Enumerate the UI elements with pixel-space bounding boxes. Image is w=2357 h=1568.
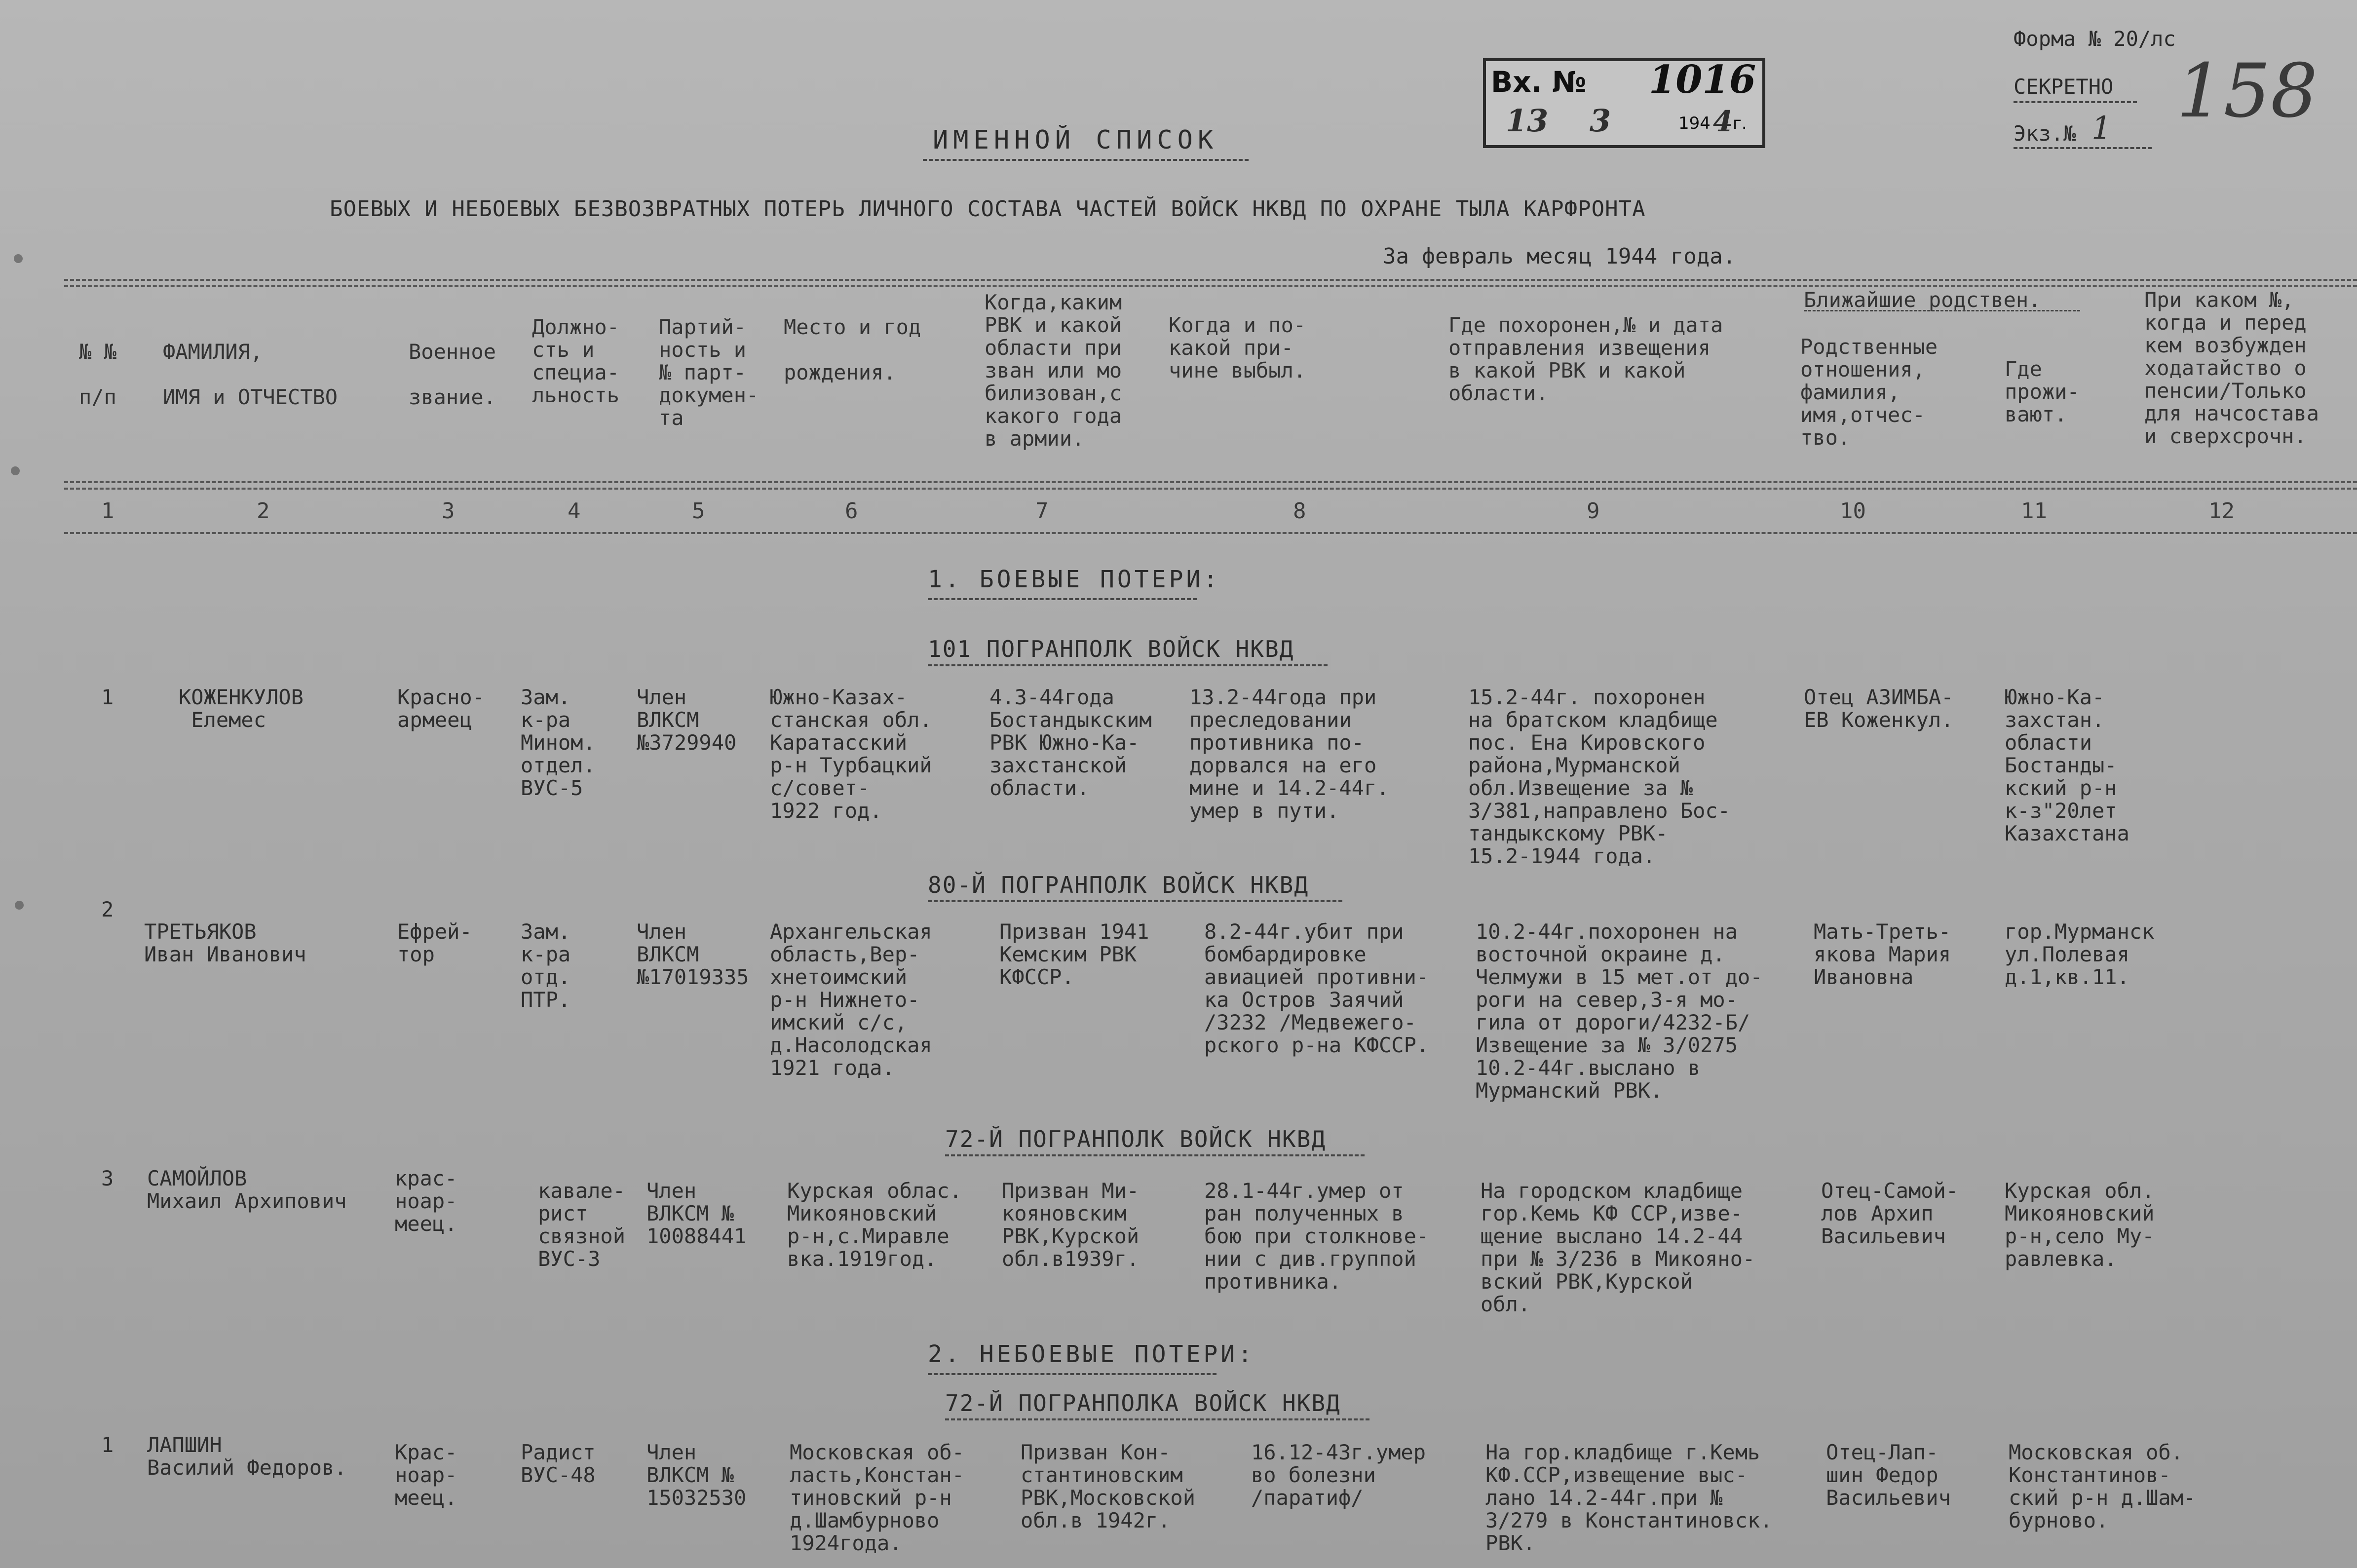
residence: Курская обл. Микояновский р-н,село Му- равлевка. [2005, 1179, 2155, 1271]
relative: Отец-Лап- шин Федор Васильевич [1826, 1440, 1951, 1510]
row-number: 2 [101, 897, 114, 921]
col-header-called: Когда,каким РВК и какой области при зван или мо билизован,с какого года в армии. [985, 290, 1122, 451]
person-name: САМОЙЛОВ Михаил Архипович [147, 1166, 347, 1213]
col-number: 12 [2208, 498, 2235, 524]
burial-notice: 10.2-44г.похоронен на восточной окраине д. Челмужи в 15 мет.от до- роги на север,3-я мо- гила от дороги/4232-Б/ Извещение за № 3/0275 10.2-44г.выслано в Мурманский РВК. [1476, 919, 1763, 1103]
conscription: 4.3-44года Бостандыкским РВК Южно-Ка- захстанской области. [989, 685, 1152, 800]
unit-heading: 80-Й ПОГРАНПОЛК ВОЙСК НКВД [928, 872, 1309, 898]
secret-label: СЕКРЕТНО [2014, 75, 2114, 99]
col-number: 10 [1840, 498, 1866, 524]
section-underline [928, 598, 1197, 600]
military-rank: Красно- армеец [397, 685, 485, 732]
col-header-relative: Родственные отношения, фамилия, имя,отчес- тво. [1800, 335, 1938, 450]
relative: Мать-Треть- якова Мария Ивановна [1814, 919, 1951, 989]
conscription: Призван Ми- кояновским РВК,Курской обл.в1939г. [1002, 1179, 1140, 1271]
col-header-birth: Место и год рождения. [784, 315, 921, 384]
conscription: Призван 1941 Кемским РВК КФССР. [999, 919, 1149, 989]
party-membership: Член ВЛКСМ №17019335 [637, 919, 749, 989]
unit-underline [945, 1154, 1365, 1156]
relative: Отец-Самой- лов Архип Васильевич [1821, 1179, 1959, 1248]
col-header-residence: Где прожи- вают. [2005, 357, 2080, 426]
col-number: 2 [257, 498, 270, 524]
secret-underline [2014, 101, 2137, 103]
person-name: ТРЕТЬЯКОВ Иван Иванович [144, 919, 306, 966]
col-number: 1 [101, 498, 114, 524]
col-header-number: № № п/п [79, 340, 116, 409]
row-number: 1 [101, 685, 114, 709]
section-heading-combat: 1. БОЕВЫЕ ПОТЕРИ: [928, 566, 1221, 593]
col-number: 4 [568, 498, 581, 524]
copy-label: Экз.№ [2014, 121, 2076, 146]
document-title: ИМЕННОЙ СПИСОК [933, 125, 1218, 155]
position: кавале- рист связной ВУС-3 [538, 1179, 626, 1271]
residence: гор.Мурманск ул.Полевая д.1,кв.11. [2005, 919, 2155, 989]
col-number: 8 [1293, 498, 1306, 524]
header-rule-bottom [64, 532, 2357, 534]
col-header-position: Должно- сть и специа- льность [532, 315, 620, 407]
military-rank: Ефрей- тор [397, 919, 472, 966]
col-number: 6 [845, 498, 858, 524]
burial-notice: 15.2-44г. похоронен на братском кладбище пос. Ена Кировского района,Мурманской обл.Извещение за № 3/381,направлено Бос- тандыкскому РВК- 15.2-1944 года. [1468, 685, 1731, 868]
relative: Отец АЗИМБА- ЕВ Коженкул. [1804, 685, 1954, 732]
birth-place-year: Архангельская область,Вер- хнетоимский р-н Нижнето- имский с/с, д.Насолодская 1921 года. [770, 919, 932, 1080]
row-number: 1 [101, 1433, 114, 1457]
unit-heading: 72-Й ПОГРАНПОЛК ВОЙСК НКВД [945, 1126, 1327, 1152]
unit-heading: 72-Й ПОГРАНПОЛКА ВОЙСК НКВД [945, 1390, 1341, 1416]
col-number: 11 [2021, 498, 2047, 524]
birth-place-year: Московская об- ласть,Констан- тиновский р-н д.Шамбурново 1924года. [790, 1440, 965, 1555]
stamp-number: 1016 [1649, 57, 1756, 102]
party-membership: Член ВЛКСМ № 10088441 [646, 1179, 747, 1248]
person-name: ЛАПШИН Василий Федоров. [147, 1433, 347, 1480]
conscription: Призван Кон- стантиновским РВК,Московской обл.в 1942г. [1021, 1440, 1196, 1532]
birth-place-year: Южно-Казах- станская обл. Каратасский р-н Турбацкий с/совет- 1922 год. [770, 685, 932, 823]
punch-hole [15, 901, 24, 910]
relatives-group-header: Ближайшие родствен. [1804, 288, 2041, 312]
stamp-year-suffix: г. [1733, 114, 1747, 133]
col-header-pension: При каком №, когда и перед кем возбужден ходатайство о пенсии/Только для начсостава и сверхсрочн. [2144, 288, 2319, 448]
stamp-prefix: Вх. № [1491, 65, 1587, 99]
position: Зам. к-ра Мином. отдел. ВУС-5 [521, 685, 596, 800]
header-rule-top [64, 285, 2357, 287]
col-number: 5 [692, 498, 705, 524]
unit-underline [928, 664, 1328, 666]
copy-number: 1 [2091, 110, 2112, 147]
relatives-group-underline [1804, 310, 2080, 311]
col-header-party: Партий- ность и № парт- докумен- та [659, 315, 759, 430]
col-number: 9 [1587, 498, 1600, 524]
loss-reason: 28.1-44г.умер от ран полученных в бою при столкнове- нии с див.группой противника. [1204, 1179, 1429, 1294]
title-underline [923, 159, 1249, 161]
stamp-month: 3 [1590, 103, 1611, 139]
document-subtitle: БОЕВЫХ И НЕБОЕВЫХ БЕЗВОЗВРАТНЫХ ПОТЕРЬ ЛИЧНОГО СОСТАВА ЧАСТЕЙ ВОЙСК НКВД ПО ОХРАНЕ ТЫЛА КАРФРОНТА [330, 196, 1646, 222]
burial-notice: На гор.кладбище г.Кемь КФ.ССР,извещение выс- лано 14.2-44г.при № 3/279 в Константиновск. РВК. [1485, 1440, 1773, 1555]
stamp-day: 13 [1506, 103, 1549, 139]
unit-underline [928, 900, 1342, 902]
header-rule-mid [64, 488, 2357, 490]
position: Радист ВУС-48 [521, 1440, 596, 1487]
loss-reason: 16.12-43г.умер во болезни /паратиф/ [1251, 1440, 1426, 1510]
sheet-number-handwritten: 158 [2176, 48, 2318, 134]
burial-notice: На городском кладбище гор.Кемь КФ ССР,изве- щение выслано 14.2-44 при № 3/236 в Микояно- вский РВК,Курской обл. [1481, 1179, 1755, 1316]
registration-stamp [1483, 58, 1765, 148]
col-number: 7 [1035, 498, 1049, 524]
military-rank: Крас- ноар- меец. [395, 1440, 457, 1510]
residence: Московская об. Константинов- ский р-н д.Шам- бурново. [2009, 1440, 2196, 1532]
form-number: Форма № 20/лс [2014, 27, 2176, 51]
col-header-buried: Где похоронен,№ и дата отправления извещения в какой РВК и какой области. [1448, 313, 1723, 405]
col-number: 3 [442, 498, 455, 524]
col-header-rank: Военное звание. [409, 340, 496, 409]
header-rule-top [64, 279, 2357, 281]
party-membership: Член ВЛКСМ №3729940 [637, 685, 737, 755]
position: Зам. к-ра отд. ПТР. [521, 919, 571, 1012]
party-membership: Член ВЛКСМ № 15032530 [646, 1440, 747, 1510]
loss-reason: 13.2-44года при преследовании противника по- дорвался на его мине и 14.2-44г. умер в пути. [1189, 685, 1389, 823]
stamp-year-handwritten: 4 [1713, 105, 1733, 138]
unit-underline [945, 1418, 1369, 1420]
birth-place-year: Курская облас. Микояновский р-н,с.Миравле вка.1919год. [787, 1179, 962, 1271]
section-heading-noncombat: 2. НЕБОЕВЫЕ ПОТЕРИ: [928, 1340, 1255, 1368]
report-period: За февраль месяц 1944 года. [1383, 244, 1736, 269]
col-header-reason: Когда и по- какой при- чине выбыл. [1169, 313, 1306, 382]
residence: Южно-Ка- захстан. области Бостанды- кский р-н к-з"20лет Казахстана [2005, 685, 2129, 845]
punch-hole [14, 254, 23, 263]
military-rank: крас- ноар- меец. [395, 1166, 457, 1236]
stamp-year: 194 [1678, 114, 1711, 133]
copy-underline [2014, 147, 2152, 149]
row-number: 3 [101, 1166, 114, 1190]
col-header-name: ФАМИЛИЯ, ИМЯ и ОТЧЕСТВО [163, 340, 338, 409]
punch-hole [11, 466, 20, 475]
header-rule-mid [64, 481, 2357, 483]
person-name: КОЖЕНКУЛОВ Елемес [179, 685, 304, 732]
unit-heading: 101 ПОГРАНПОЛК ВОЙСК НКВД [928, 636, 1294, 662]
loss-reason: 8.2-44г.убит при бомбардировке авиацией противни- ка Остров Заячий /3232 /Медвежего- рского р-на КФССР. [1204, 919, 1429, 1057]
section-underline [928, 1373, 1217, 1375]
